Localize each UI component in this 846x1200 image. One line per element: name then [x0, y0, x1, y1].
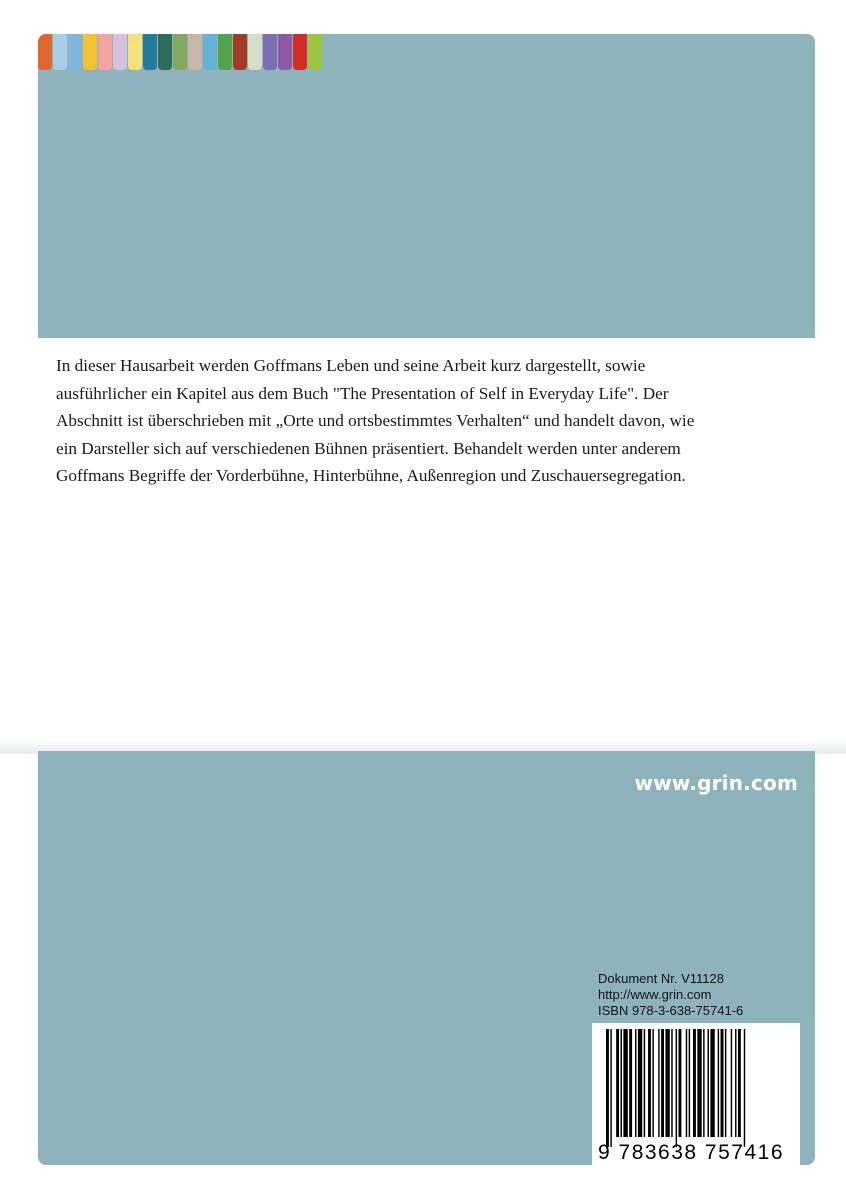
document-isbn: ISBN 978-3-638-75741-6: [598, 1003, 744, 1018]
publisher-url[interactable]: www.grin.com: [634, 771, 798, 795]
barcode-bar: [676, 1029, 677, 1147]
color-swatch: [173, 34, 187, 70]
barcode-bar: [629, 1029, 632, 1137]
barcode-bar: [671, 1029, 672, 1137]
color-swatch: [293, 34, 307, 70]
color-strip: [38, 34, 323, 70]
color-swatch: [38, 34, 52, 70]
barcode-bar: [708, 1029, 709, 1137]
barcode-bar: [661, 1029, 664, 1137]
barcode-bar: [721, 1029, 724, 1137]
barcode-bar: [616, 1029, 619, 1137]
document-web[interactable]: http://www.grin.com: [598, 987, 712, 1002]
barcode-bar: [693, 1029, 696, 1137]
document-info: [598, 971, 798, 1019]
color-swatch: [233, 34, 247, 70]
barcode-digits: 9 783638 757416: [598, 1141, 784, 1164]
barcode-bar: [735, 1029, 736, 1137]
barcode-bar: [686, 1029, 687, 1137]
color-swatch: [278, 34, 292, 70]
color-swatch: [83, 34, 97, 70]
cover-bottom-panel: [38, 751, 815, 1165]
barcode-bar: [710, 1029, 714, 1137]
color-swatch: [188, 34, 202, 70]
barcode-bar: [648, 1029, 651, 1137]
barcode-bar: [731, 1029, 732, 1137]
barcode: [592, 1023, 800, 1167]
barcode-bar: [718, 1029, 719, 1137]
barcode-bar: [635, 1029, 636, 1137]
color-swatch: [158, 34, 172, 70]
barcode-bar: [679, 1029, 682, 1137]
color-swatch: [113, 34, 127, 70]
barcode-bar: [658, 1029, 659, 1137]
barcode-bar: [703, 1029, 704, 1137]
color-swatch: [53, 34, 67, 70]
barcode-bar: [738, 1029, 741, 1137]
barcode-bar: [638, 1029, 642, 1137]
barcode-bar: [665, 1029, 669, 1137]
cover-top-panel: [38, 34, 815, 338]
color-swatch: [68, 34, 82, 70]
color-swatch: [218, 34, 232, 70]
barcode-bar: [644, 1029, 645, 1137]
barcode-bar: [606, 1029, 609, 1147]
color-swatch: [98, 34, 112, 70]
color-swatch: [308, 34, 322, 70]
book-blurb: In dieser Hausarbeit werden Goffmans Leben und seine Arbeit kurz dargestellt, sowie ausführlicher ein Kapitel aus dem Buch "The Presentation of Self in Everyday Life". Der Abschnitt ist überschrieben mit „Orte und ortsbestimmtes Verhalten“ und handelt davon, wie ein Darsteller sich auf verschiedenen Bühnen präsentiert. Behandelt werden unter anderem Goffmans Begriffe der Vorderbühne, Hinterbühne, Außenregion und Zuschauersegregation.: [56, 356, 695, 486]
color-swatch: [143, 34, 157, 70]
color-swatch: [248, 34, 262, 70]
barcode-bar: [697, 1029, 701, 1137]
barcode-bar: [623, 1029, 627, 1137]
color-swatch: [128, 34, 142, 70]
document-number: Dokument Nr. V11128: [598, 971, 724, 986]
color-swatch: [263, 34, 277, 70]
barcode-bar: [689, 1029, 690, 1137]
barcode-bar: [652, 1029, 653, 1137]
barcode-bar: [621, 1029, 622, 1137]
color-swatch: [203, 34, 217, 70]
barcode-bar: [610, 1029, 611, 1147]
barcode-bar: [725, 1029, 726, 1137]
barcode-bar: [744, 1029, 745, 1147]
